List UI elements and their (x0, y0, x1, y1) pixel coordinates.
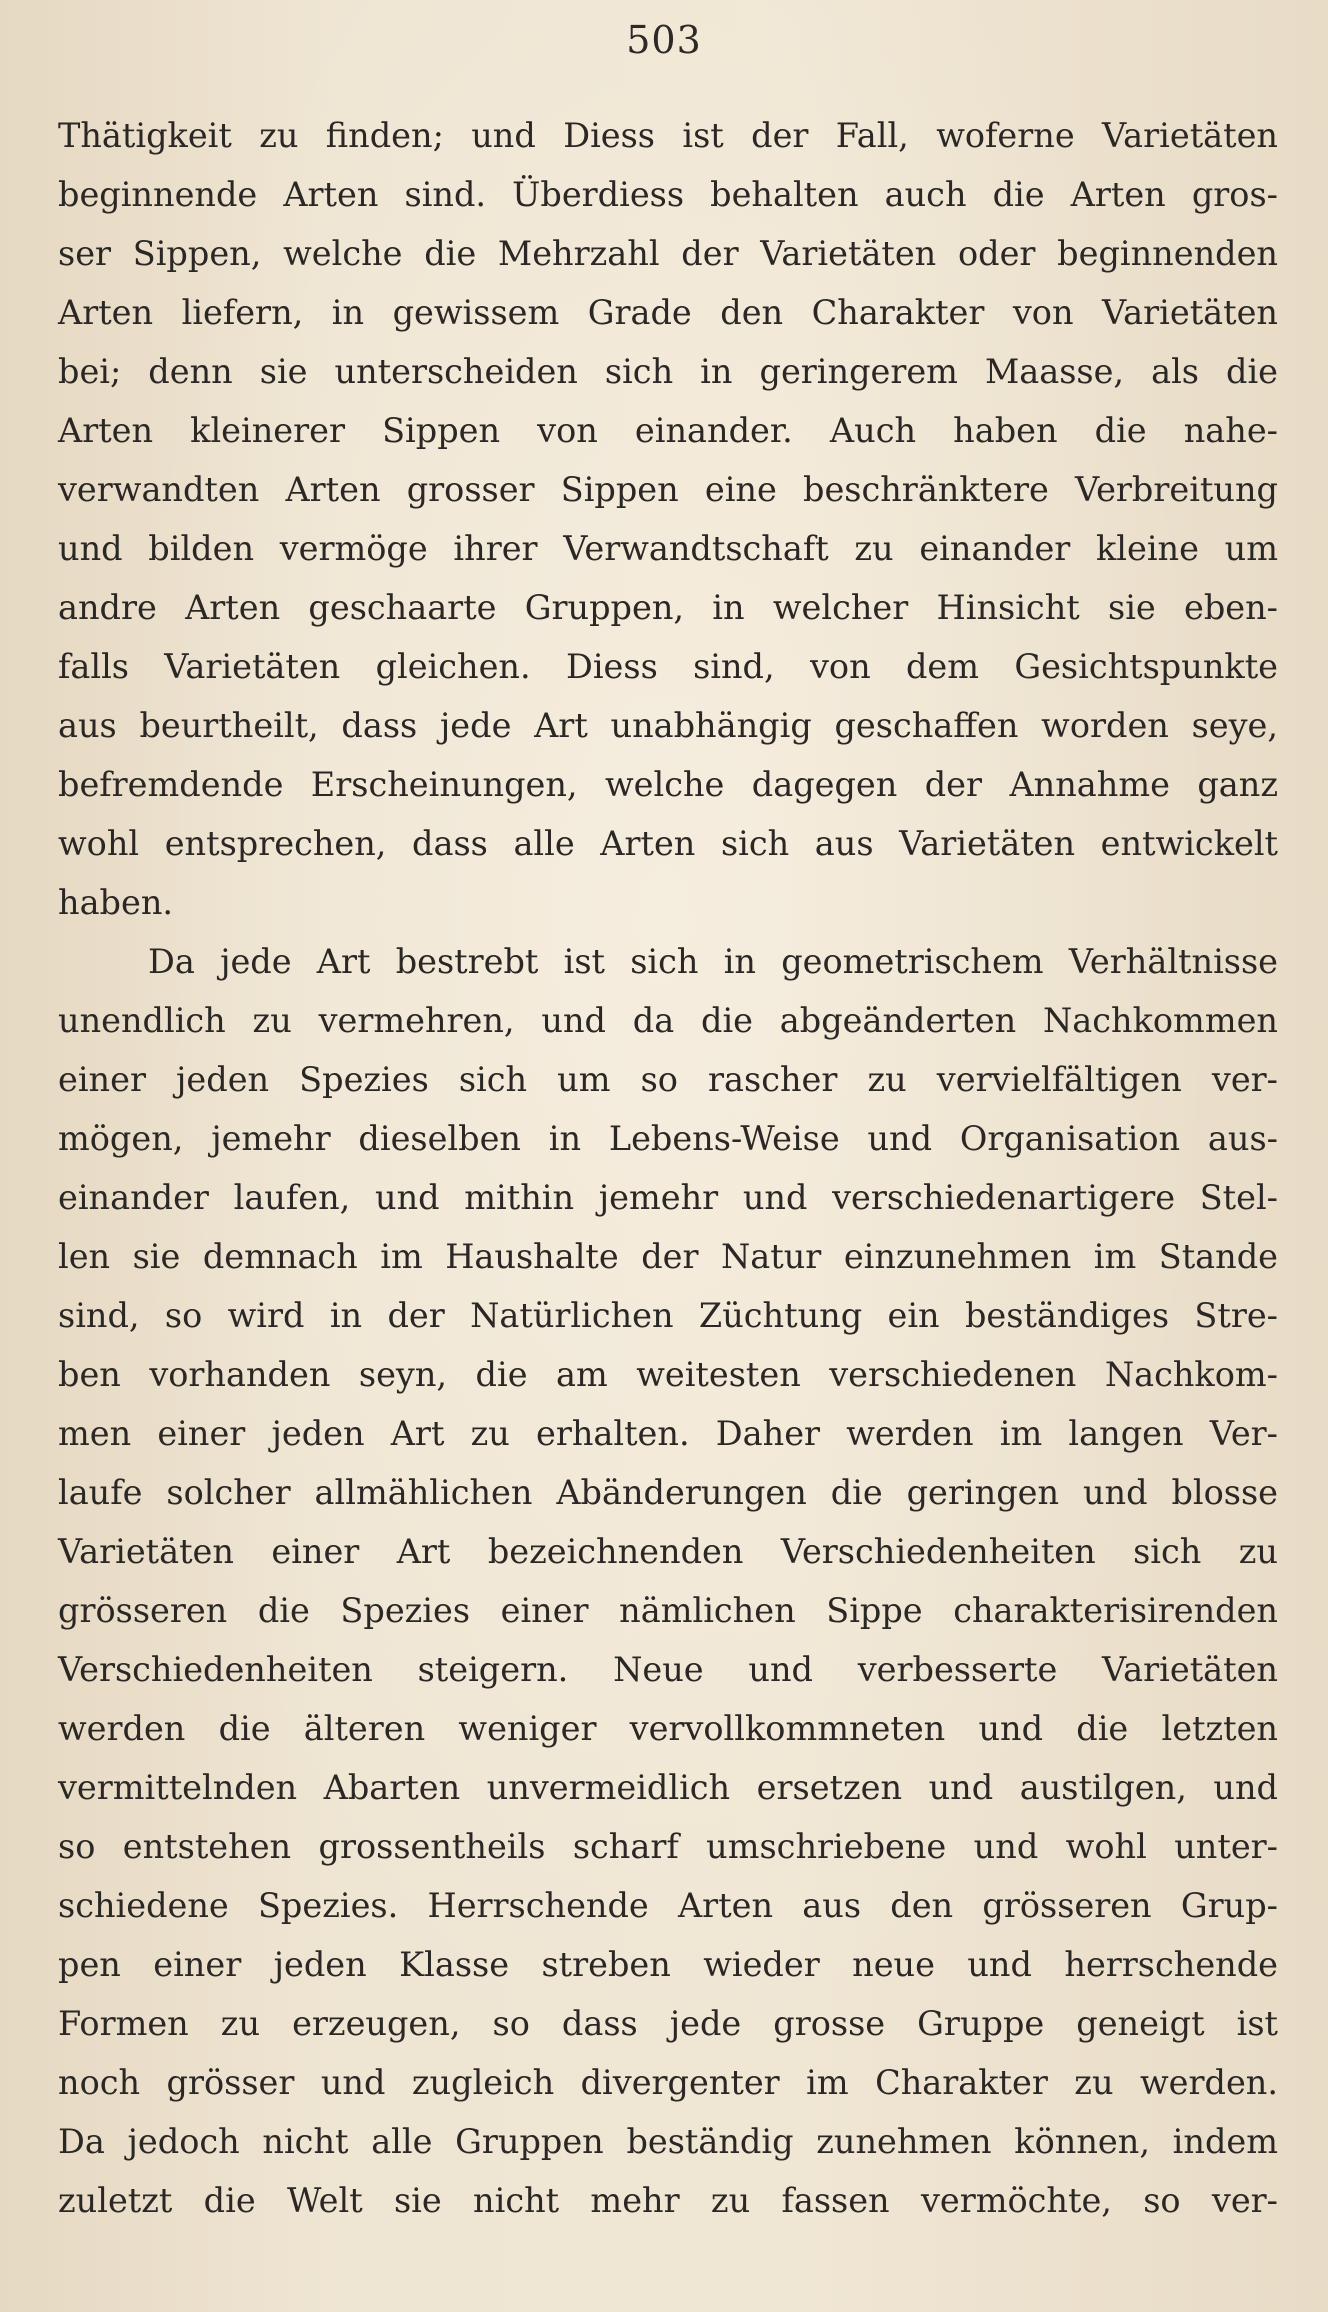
text-line: Formen zu erzeugen, so dass jede grosse Gruppe geneigt ist (58, 2004, 1278, 2043)
text-line: verwandten Arten grosser Sippen eine beschränktere Verbreitung (58, 470, 1278, 509)
text-line: falls Varietäten gleichen. Diess sind, von dem Gesichtspunkte (58, 647, 1278, 686)
text-line: mögen, jemehr dieselben in Lebens-Weise und Organisation aus- (58, 1119, 1278, 1158)
text-line: und bilden vermöge ihrer Verwandtschaft zu einander kleine um (58, 529, 1278, 568)
text-line: noch grösser und zugleich divergenter im Charakter zu werden. (58, 2063, 1278, 2102)
text-line: Da jedoch nicht alle Gruppen beständig zunehmen können, indem (58, 2122, 1278, 2161)
text-line: Arten liefern, in gewissem Grade den Charakter von Varietäten (58, 293, 1278, 332)
body-text (58, 106, 1278, 2230)
text-line: so entstehen grossentheils scharf umschriebene und wohl unter- (58, 1827, 1278, 1866)
text-line: unendlich zu vermehren, und da die abgeänderten Nachkommen (58, 1001, 1278, 1040)
text-line: bei; denn sie unterscheiden sich in geringerem Maasse, als die (58, 352, 1278, 391)
text-line: len sie demnach im Haushalte der Natur einzunehmen im Stande (58, 1237, 1278, 1276)
text-line: pen einer jeden Klasse streben wieder neue und herrschende (58, 1945, 1278, 1984)
text-line: ser Sippen, welche die Mehrzahl der Varietäten oder beginnenden (58, 234, 1278, 273)
text-line: laufe solcher allmählichen Abänderungen die geringen und blosse (58, 1473, 1278, 1512)
text-line: vermittelnden Abarten unvermeidlich ersetzen und austilgen, und (58, 1768, 1278, 1807)
text-line: beginnende Arten sind. Überdiess behalten auch die Arten gros- (58, 175, 1278, 214)
text-line: Thätigkeit zu finden; und Diess ist der Fall, woferne Varietäten (58, 116, 1278, 155)
text-line: ben vorhanden seyn, die am weitesten verschiedenen Nachkom- (58, 1355, 1278, 1394)
text-line: aus beurtheilt, dass jede Art unabhängig geschaffen worden seye, (58, 706, 1278, 745)
text-line: sind, so wird in der Natürlichen Züchtung ein beständiges Stre- (58, 1296, 1278, 1335)
text-line: grösseren die Spezies einer nämlichen Sippe charakterisirenden (58, 1591, 1278, 1630)
text-line: befremdende Erscheinungen, welche dagegen der Annahme ganz (58, 765, 1278, 804)
text-line: Varietäten einer Art bezeichnenden Verschiedenheiten sich zu (58, 1532, 1278, 1571)
text-line: andre Arten geschaarte Gruppen, in welcher Hinsicht sie eben- (58, 588, 1278, 627)
text-line: men einer jeden Art zu erhalten. Daher werden im langen Ver- (58, 1414, 1278, 1453)
text-line: schiedene Spezies. Herrschende Arten aus den grösseren Grup- (58, 1886, 1278, 1925)
paragraph-start-line: Da jede Art bestrebt ist sich in geometrischem Verhältnisse (148, 942, 1278, 981)
text-line: einer jeden Spezies sich um so rascher zu vervielfältigen ver- (58, 1060, 1278, 1099)
text-line: Arten kleinerer Sippen von einander. Auch haben die nahe- (58, 411, 1278, 450)
text-line: werden die älteren weniger vervollkommneten und die letzten (58, 1709, 1278, 1748)
text-line: wohl entsprechen, dass alle Arten sich aus Varietäten entwickelt (58, 824, 1278, 863)
text-line: einander laufen, und mithin jemehr und verschiedenartigere Stel- (58, 1178, 1278, 1217)
paragraph-end-line: haben. (58, 883, 174, 922)
page-number: 503 (626, 18, 702, 62)
text-line: Verschiedenheiten steigern. Neue und verbesserte Varietäten (58, 1650, 1278, 1689)
text-line: zuletzt die Welt sie nicht mehr zu fassen vermöchte, so ver- (58, 2181, 1278, 2220)
